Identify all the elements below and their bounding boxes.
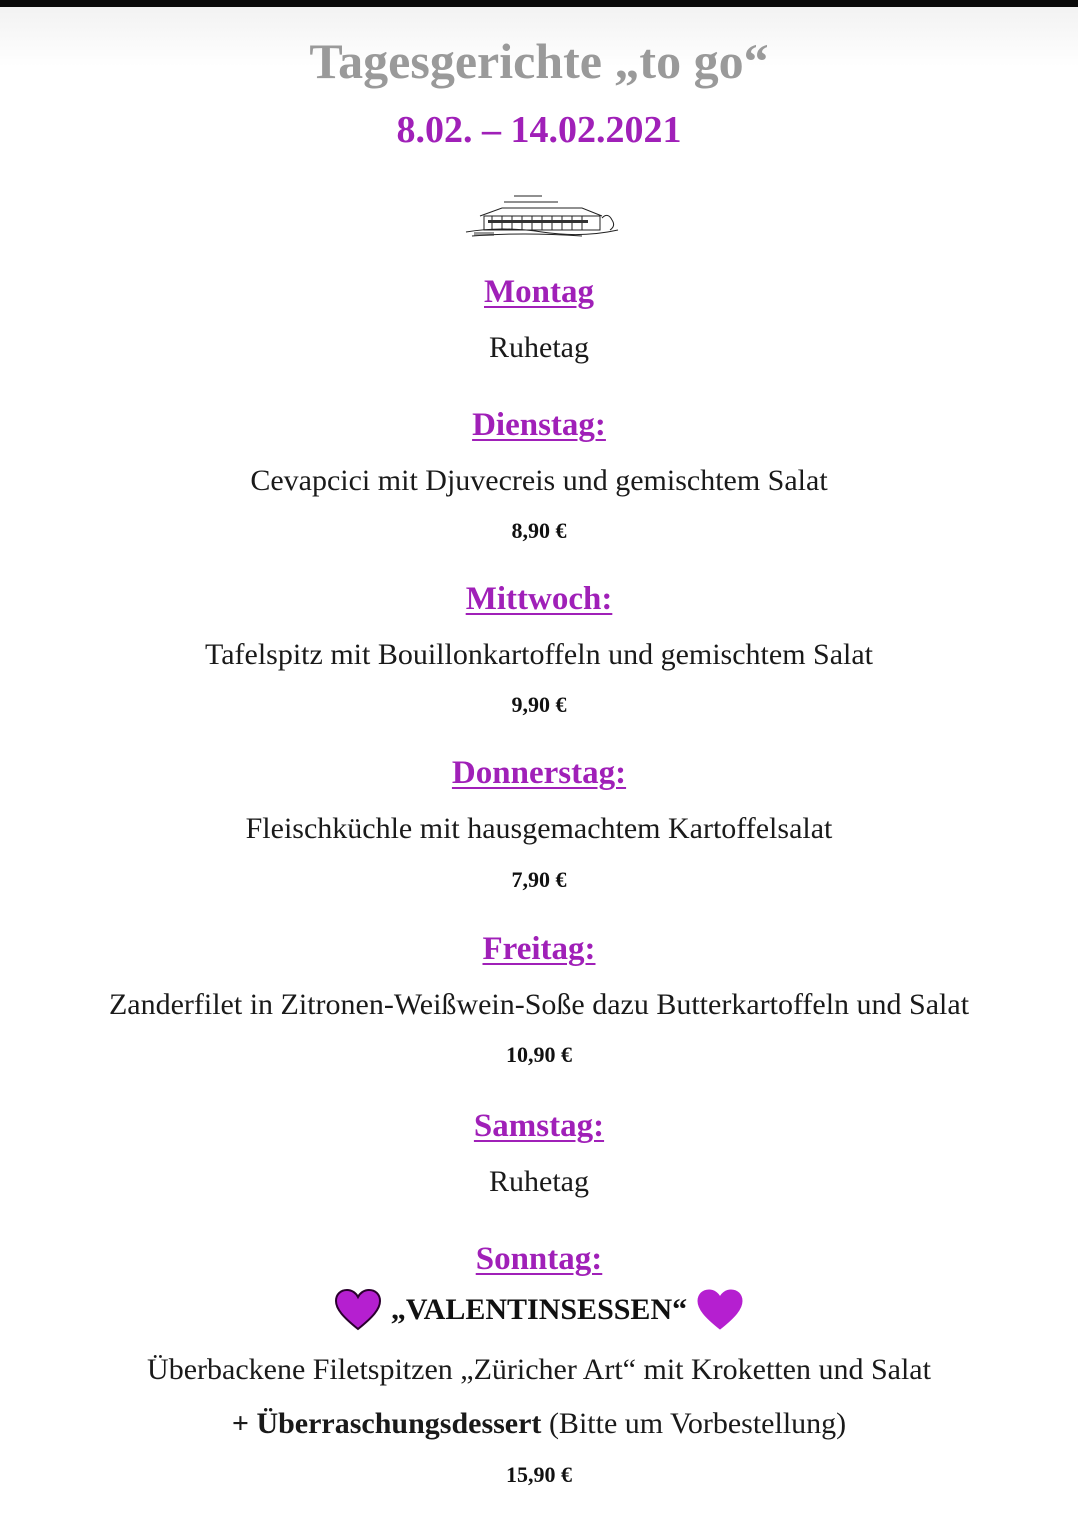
day-heading-sonntag: Sonntag: (475, 1241, 603, 1277)
price-dienstag: 8,90 € (511, 518, 567, 543)
dish-dienstag: Cevapcici mit Djuvecreis und gemischtem Salat (250, 464, 828, 497)
heart-right-shape (698, 1290, 742, 1329)
dish-mittwoch: Tafelspitz mit Bouillonkartoffeln und gemischtem Salat (204, 638, 874, 671)
day-heading-samstag: Samstag: (473, 1108, 605, 1144)
price-donnerstag: 7,90 € (511, 867, 567, 892)
price-mittwoch: 9,90 € (511, 692, 567, 717)
day-heading-donnerstag: Donnerstag: (451, 755, 627, 791)
heart-icon (697, 1289, 743, 1331)
dessert-line (0, 1406, 1078, 1442)
dish-freitag: Zanderfilet in Zitronen-Weißwein-Soße dazu Butterkartoffeln und Salat (108, 988, 970, 1021)
price-sonntag: 15,90 € (506, 1462, 572, 1487)
dessert-bold: + Überraschungsdessert (231, 1407, 542, 1440)
day-heading-freitag: Freitag: (482, 931, 596, 967)
dessert-note: (Bitte um Vorbestellung) (541, 1407, 847, 1440)
day-heading-mittwoch: Mittwoch: (465, 581, 613, 617)
heart-left-shape (336, 1290, 380, 1329)
valentine-special (0, 1288, 1078, 1332)
page-title: Tagesgerichte „to go“ (309, 33, 769, 89)
price-freitag: 10,90 € (506, 1042, 572, 1067)
valentine-label: „VALENTINSESSEN“ (390, 1293, 688, 1326)
dish-donnerstag: Fleischküchle mit hausgemachtem Kartoffelsalat (245, 812, 833, 845)
heart-icon (335, 1289, 381, 1331)
dish-montag: Ruhetag (489, 331, 589, 364)
day-heading-montag: Montag (484, 274, 594, 310)
dish-samstag: Ruhetag (489, 1165, 589, 1198)
dish-sonntag: Überbackene Filetspitzen „Züricher Art“ mit Kroketten und Salat (147, 1353, 931, 1386)
date-range: 8.02. – 14.02.2021 (396, 109, 682, 151)
day-heading-dienstag: Dienstag: (472, 407, 606, 443)
top-bar (0, 0, 1078, 7)
restaurant-building-sketch-icon (462, 188, 620, 244)
